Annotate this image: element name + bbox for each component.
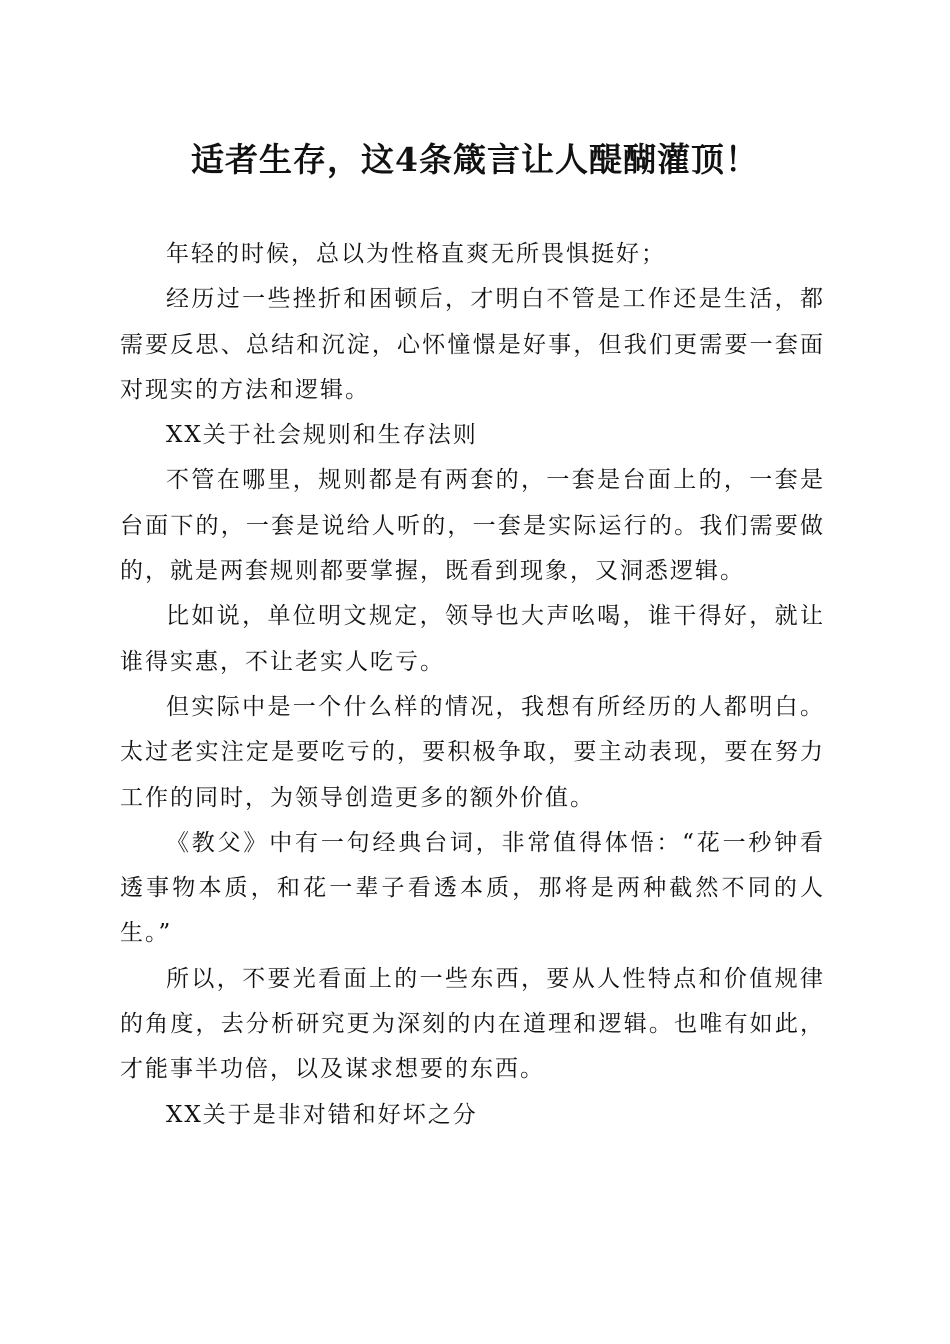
paragraph: 《教父》中有一句经典台词，非常值得体悟：“花一秒钟看透事物本质，和花一辈子看透本质，那将是两种截然不同的人生。” [120,829,825,947]
document-title: 适者生存，这4条箴言让人醍醐灌顶！ [191,140,759,179]
paragraph: 年轻的时候，总以为性格直爽无所畏惧挺好； [166,241,666,267]
paragraph: 经历过一些挫折和困顿后，才明白不管是工作还是生活，都需要反思、总结和沉淀，心怀憧憬是好事，但我们更需要一套面对现实的方法和逻辑。 [120,286,825,403]
paragraph: 比如说，单位明文规定，领导也大声吆喝，谁干得好，就让谁得实惠，不让老实人吃亏。 [120,603,825,675]
paragraph: 不管在哪里，规则都是有两套的，一套是台面上的，一套是台面下的，一套是说给人听的，一套是实际运行的。我们需要做的，就是两套规则都要掌握，既看到现象，又洞悉逻辑。 [120,467,825,585]
section-heading: XX关于是非对错和好坏之分 [166,1101,478,1128]
document-body [120,232,825,1138]
paragraph: 所以，不要光看面上的一些东西，要从人性特点和价值规律的角度，去分析研究更为深刻的内在道理和逻辑。也唯有如此，才能事半功倍，以及谋求想要的东西。 [120,965,825,1083]
section-heading: XX关于社会规则和生存法则 [166,422,478,449]
paragraph: 但实际中是一个什么样的情况，我想有所经历的人都明白。太过老实注定是要吃亏的，要积极争取，要主动表现，要在努力工作的同时，为领导创造更多的额外价值。 [120,693,825,811]
